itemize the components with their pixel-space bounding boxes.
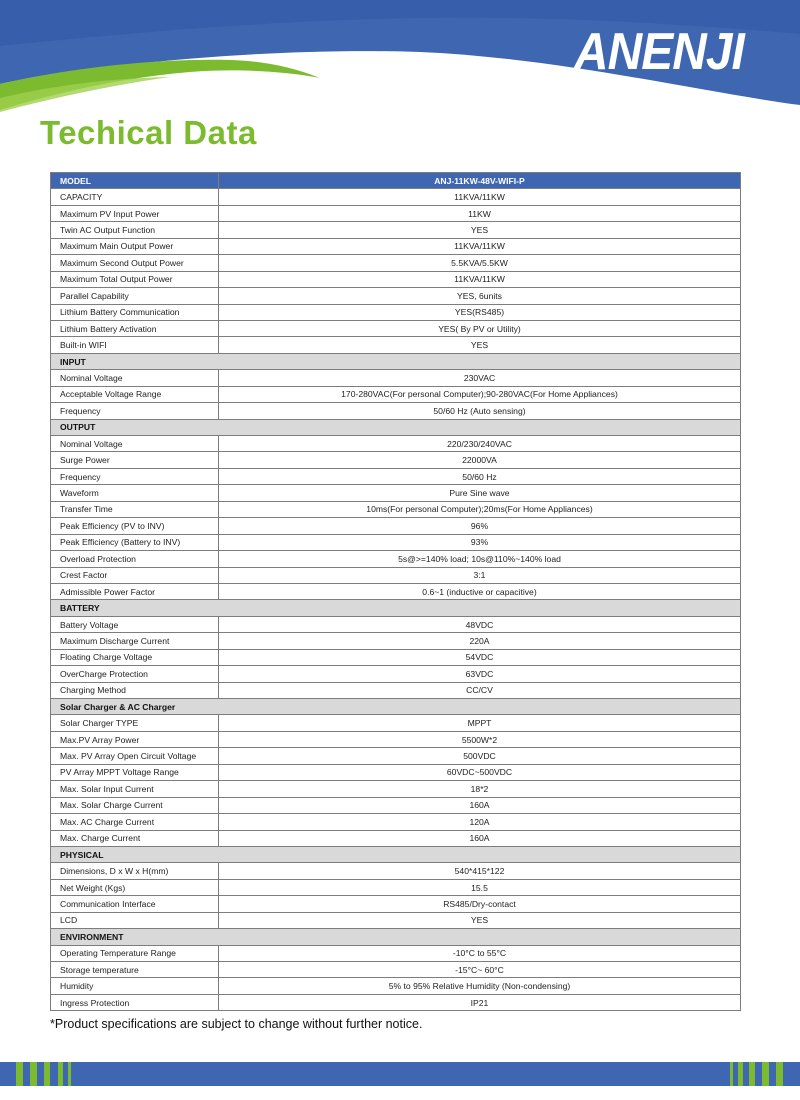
spec-value: 11KVA/11KW xyxy=(219,238,741,254)
spec-value: 93% xyxy=(219,534,741,550)
spec-label: Floating Charge Voltage xyxy=(51,649,219,665)
table-row xyxy=(51,863,741,879)
spec-label: Max.PV Array Power xyxy=(51,731,219,747)
spec-value: YES( By PV or Utility) xyxy=(219,320,741,336)
table-row xyxy=(51,386,741,402)
spec-table xyxy=(50,172,741,1011)
spec-label: LCD xyxy=(51,912,219,928)
table-row xyxy=(51,238,741,254)
table-row xyxy=(51,764,741,780)
spec-label: Storage temperature xyxy=(51,962,219,978)
table-row xyxy=(51,962,741,978)
section-heading: BATTERY xyxy=(51,600,741,616)
table-row xyxy=(51,304,741,320)
spec-label: Surge Power xyxy=(51,452,219,468)
spec-value: 5% to 95% Relative Humidity (Non-condensing) xyxy=(219,978,741,994)
spec-label: Lithium Battery Communication xyxy=(51,304,219,320)
spec-label: Max. Solar Input Current xyxy=(51,781,219,797)
table-row xyxy=(51,682,741,698)
spec-value: YES, 6units xyxy=(219,288,741,304)
spec-label: Maximum Second Output Power xyxy=(51,255,219,271)
spec-label: Maximum Total Output Power xyxy=(51,271,219,287)
table-row xyxy=(51,649,741,665)
spec-label: Transfer Time xyxy=(51,501,219,517)
spec-label: Solar Charger TYPE xyxy=(51,715,219,731)
footer-stripe xyxy=(0,1062,800,1086)
spec-label: Nominal Voltage xyxy=(51,436,219,452)
table-row xyxy=(51,781,741,797)
table-row xyxy=(51,288,741,304)
header-model-value: ANJ-11KW-48V-WIFI-P xyxy=(219,173,741,189)
table-row xyxy=(51,485,741,501)
spec-value: YES xyxy=(219,912,741,928)
section-row xyxy=(51,419,741,435)
spec-label: Peak Efficiency (Battery to INV) xyxy=(51,534,219,550)
section-row xyxy=(51,846,741,862)
spec-value: YES(RS485) xyxy=(219,304,741,320)
spec-value: 96% xyxy=(219,518,741,534)
header-label: MODEL xyxy=(51,173,219,189)
section-heading: ENVIRONMENT xyxy=(51,929,741,945)
section-heading: INPUT xyxy=(51,353,741,369)
table-row xyxy=(51,994,741,1010)
spec-label: Operating Temperature Range xyxy=(51,945,219,961)
spec-value: 0.6~1 (inductive or capacitive) xyxy=(219,583,741,599)
table-row xyxy=(51,715,741,731)
spec-label: Humidity xyxy=(51,978,219,994)
spec-value: 540*415*122 xyxy=(219,863,741,879)
spec-label: Frequency xyxy=(51,403,219,419)
spec-label: OverCharge Protection xyxy=(51,666,219,682)
table-row xyxy=(51,370,741,386)
table-row xyxy=(51,748,741,764)
section-heading: PHYSICAL xyxy=(51,846,741,862)
spec-label: Nominal Voltage xyxy=(51,370,219,386)
spec-value: 11KVA/11KW xyxy=(219,189,741,205)
table-row xyxy=(51,978,741,994)
spec-value: 22000VA xyxy=(219,452,741,468)
spec-label: Overload Protection xyxy=(51,551,219,567)
spec-label: Max. Charge Current xyxy=(51,830,219,846)
spec-label: Maximum Main Output Power xyxy=(51,238,219,254)
spec-label: Twin AC Output Function xyxy=(51,222,219,238)
spec-label: Dimensions, D x W x H(mm) xyxy=(51,863,219,879)
table-row xyxy=(51,814,741,830)
spec-label: Frequency xyxy=(51,468,219,484)
brand-logo: ANENJI xyxy=(574,23,744,81)
footnote: *Product specifications are subject to change without further notice. xyxy=(50,1017,423,1031)
spec-value: 50/60 Hz xyxy=(219,468,741,484)
table-row xyxy=(51,271,741,287)
spec-value: 5.5KVA/5.5KW xyxy=(219,255,741,271)
table-row xyxy=(51,320,741,336)
table-header-row xyxy=(51,173,741,189)
spec-value: Pure Sine wave xyxy=(219,485,741,501)
table-row xyxy=(51,189,741,205)
table-row xyxy=(51,633,741,649)
table-row xyxy=(51,337,741,353)
table-row xyxy=(51,222,741,238)
spec-value: 160A xyxy=(219,830,741,846)
spec-label: Max. AC Charge Current xyxy=(51,814,219,830)
table-row xyxy=(51,534,741,550)
spec-value: 11KW xyxy=(219,205,741,221)
table-row xyxy=(51,912,741,928)
spec-value: 15.5 xyxy=(219,879,741,895)
table-row xyxy=(51,255,741,271)
spec-label: Max. PV Array Open Circuit Voltage xyxy=(51,748,219,764)
table-row xyxy=(51,436,741,452)
table-row xyxy=(51,403,741,419)
spec-label: Net Weight (Kgs) xyxy=(51,879,219,895)
table-row xyxy=(51,468,741,484)
spec-value: 5s@>=140% load; 10s@110%~140% load xyxy=(219,551,741,567)
spec-value: 11KVA/11KW xyxy=(219,271,741,287)
spec-label: Acceptable Voltage Range xyxy=(51,386,219,402)
spec-value: 5500W*2 xyxy=(219,731,741,747)
spec-value: 230VAC xyxy=(219,370,741,386)
spec-label: Battery Voltage xyxy=(51,616,219,632)
section-row xyxy=(51,353,741,369)
spec-label: Built-in WIFI xyxy=(51,337,219,353)
spec-value: 63VDC xyxy=(219,666,741,682)
table-row xyxy=(51,551,741,567)
table-row xyxy=(51,567,741,583)
spec-value: 160A xyxy=(219,797,741,813)
table-row xyxy=(51,616,741,632)
table-row xyxy=(51,945,741,961)
section-row xyxy=(51,929,741,945)
spec-label: Maximum Discharge Current xyxy=(51,633,219,649)
spec-value: 18*2 xyxy=(219,781,741,797)
table-row xyxy=(51,518,741,534)
spec-value: -15°C~ 60°C xyxy=(219,962,741,978)
spec-value: 54VDC xyxy=(219,649,741,665)
spec-value: 48VDC xyxy=(219,616,741,632)
spec-label: Ingress Protection xyxy=(51,994,219,1010)
table-row xyxy=(51,666,741,682)
spec-table-body xyxy=(51,173,741,1011)
section-heading: OUTPUT xyxy=(51,419,741,435)
spec-value: RS485/Dry-contact xyxy=(219,896,741,912)
spec-value: 220A xyxy=(219,633,741,649)
table-row xyxy=(51,501,741,517)
spec-value: YES xyxy=(219,222,741,238)
spec-value: 50/60 Hz (Auto sensing) xyxy=(219,403,741,419)
section-row xyxy=(51,699,741,715)
table-row xyxy=(51,896,741,912)
spec-value: 120A xyxy=(219,814,741,830)
section-heading: Solar Charger & AC Charger xyxy=(51,699,741,715)
spec-value: 3:1 xyxy=(219,567,741,583)
page-title: Techical Data xyxy=(40,114,257,151)
spec-label: PV Array MPPT Voltage Range xyxy=(51,764,219,780)
spec-value: 220/230/240VAC xyxy=(219,436,741,452)
table-row xyxy=(51,879,741,895)
spec-label: Max. Solar Charge Current xyxy=(51,797,219,813)
spec-value: CC/CV xyxy=(219,682,741,698)
spec-label: Maximum PV Input Power xyxy=(51,205,219,221)
spec-value: 60VDC~500VDC xyxy=(219,764,741,780)
table-row xyxy=(51,830,741,846)
spec-label: Admissible Power Factor xyxy=(51,583,219,599)
spec-value: -10°C to 55°C xyxy=(219,945,741,961)
section-row xyxy=(51,600,741,616)
table-row xyxy=(51,731,741,747)
spec-label: Parallel Capability xyxy=(51,288,219,304)
spec-value: 170-280VAC(For personal Computer);90-280VAC(For Home Appliances) xyxy=(219,386,741,402)
spec-value: 10ms(For personal Computer);20ms(For Home Appliances) xyxy=(219,501,741,517)
spec-label: Waveform xyxy=(51,485,219,501)
spec-label: Crest Factor xyxy=(51,567,219,583)
spec-value: IP21 xyxy=(219,994,741,1010)
spec-label: Charging Method xyxy=(51,682,219,698)
footer-stripe-graphic xyxy=(0,1062,800,1086)
spec-value: MPPT xyxy=(219,715,741,731)
spec-label: Peak Efficiency (PV to INV) xyxy=(51,518,219,534)
table-row xyxy=(51,452,741,468)
table-row xyxy=(51,797,741,813)
spec-label: Communication Interface xyxy=(51,896,219,912)
spec-value: 500VDC xyxy=(219,748,741,764)
spec-label: Lithium Battery Activation xyxy=(51,320,219,336)
spec-label: CAPACITY xyxy=(51,189,219,205)
table-row xyxy=(51,205,741,221)
table-row xyxy=(51,583,741,599)
spec-value: YES xyxy=(219,337,741,353)
